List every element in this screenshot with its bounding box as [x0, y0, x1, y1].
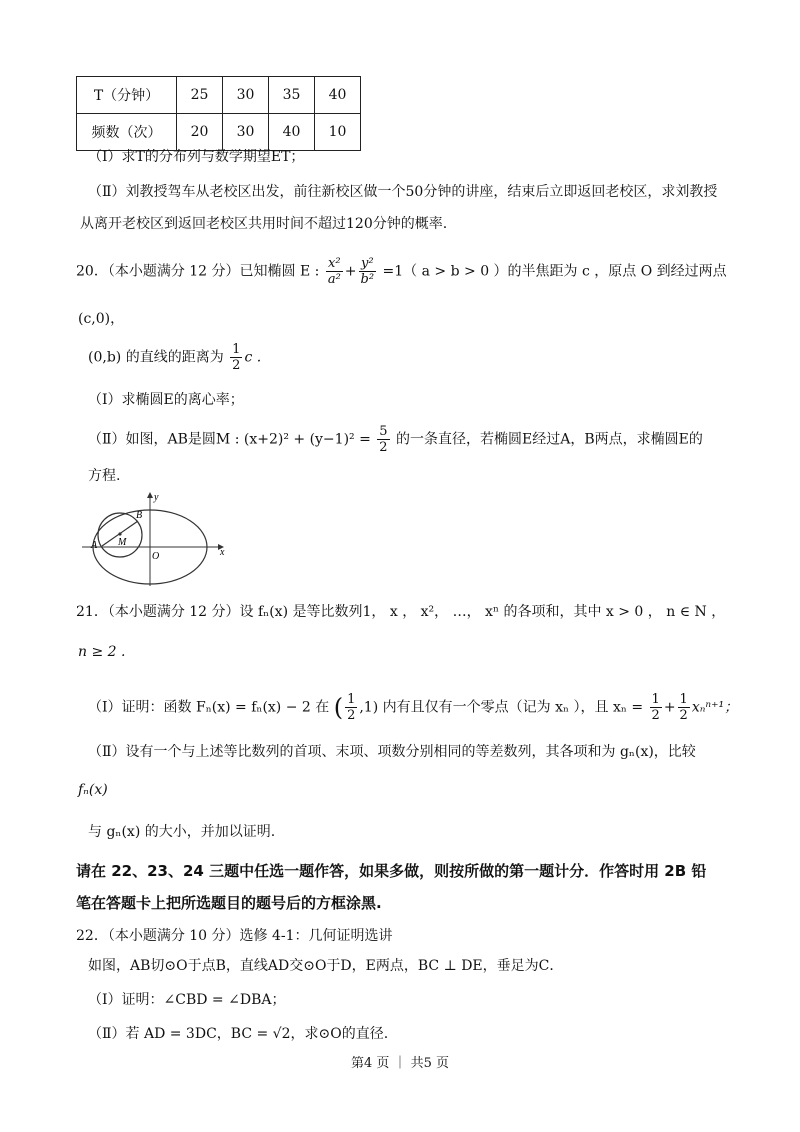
frac-num: x²	[326, 256, 343, 272]
frac-num: 1	[651, 692, 660, 707]
frac-num: 1	[679, 692, 688, 707]
plus-sign: +	[663, 699, 676, 716]
table-cell: T（分钟）	[77, 77, 177, 114]
q21-part1-mid: 内有且仅有一个零点（记为 xₙ ），且 xₙ =	[382, 699, 644, 716]
interval-fraction	[345, 692, 357, 723]
table-cell: 35	[269, 77, 315, 114]
q20-part2-end: 方程.	[88, 468, 121, 484]
p-fraction-2	[678, 692, 690, 723]
q21-condition: n ≥ 2 .	[78, 644, 126, 660]
q20-distance-line	[88, 342, 261, 373]
table-cell: 30	[223, 77, 269, 114]
q20-part2	[88, 424, 703, 455]
label-y: y	[154, 492, 159, 503]
q20-statement: 20．（本小题满分 12 分）已知椭圆 E : $\frac{\text{x²}}{\text{a²}}$ + $\frac{\text{y²}}{\text{b²}}$ =1（ a > b > 0 ）的半焦距为 c ，原点 O 到经过两点	[76, 256, 727, 287]
table-cell: 40	[315, 77, 361, 114]
q20-part1: （Ⅰ）求椭圆E的离心率；	[88, 392, 244, 408]
q22-lead: 22．（本小题满分 10 分）选修 4-1：几何证明选讲	[76, 928, 393, 944]
q22-part1: （Ⅰ）证明：∠CBD = ∠DBA；	[88, 992, 286, 1008]
frac-num: 5	[379, 424, 388, 439]
frac-num: y²	[359, 256, 377, 272]
q20-part2-lead: （Ⅱ）如图，AB是圆M : (x+2)² + (y−1)² =	[88, 431, 371, 448]
q21-part2-line3: 与 gₙ(x) 的大小，并加以证明.	[88, 824, 276, 840]
y-axis-arrow	[147, 492, 153, 498]
table-cell: 40	[269, 114, 315, 151]
q20-lead: 20．（本小题满分 12 分）已知椭圆 E :	[76, 263, 320, 280]
half-fraction	[230, 342, 242, 373]
table-cell: 20	[177, 114, 223, 151]
frac-num: 1	[232, 342, 241, 357]
label-a: A	[91, 540, 98, 551]
q22-body: 如图，AB切⊙O于点B，直线AD交⊙O于D，E两点，BC ⊥ DE，垂足为C．	[88, 958, 564, 974]
half-tail: c .	[244, 349, 262, 366]
frac-den: 2	[232, 358, 241, 373]
open-paren: (	[333, 693, 344, 722]
label-x: x	[220, 547, 225, 558]
frac-den: a²	[327, 272, 341, 287]
frac-den: 2	[347, 708, 356, 723]
table-cell: 10	[315, 114, 361, 151]
q20-point2: (0,b) 的直线的距离为	[88, 349, 224, 366]
q20-point1: (c,0)，	[78, 311, 125, 327]
interval-tail: ,1)	[359, 699, 379, 716]
q19-part2-line2: 从离开老校区到返回老校区共用时间不超过120分钟的概率.	[80, 216, 448, 232]
frequency-table	[76, 76, 361, 151]
q21-part1-lead: （Ⅰ）证明：函数 Fₙ(x) = fₙ(x) − 2 在	[88, 699, 330, 716]
notice-line2: 笔在答题卡上把所选题目的题号后的方框涂黑.	[76, 894, 382, 912]
table-row	[77, 77, 361, 114]
q22-part2: （Ⅱ）若 AD = 3DC，BC = √2，求⊙O的直径.	[88, 1026, 389, 1042]
label-o: O	[152, 551, 160, 562]
frac-den: 2	[651, 708, 660, 723]
label-b: B	[136, 510, 143, 521]
label-m: M	[118, 537, 127, 548]
table-cell: 25	[177, 77, 223, 114]
table-cell: 30	[223, 114, 269, 151]
ellipse-circle-figure	[80, 490, 230, 590]
q19-part2-line1: （Ⅱ）刘教授驾车从老校区出发，前往新校区做一个50分钟的讲座，结束后立即返回老校区，求刘教授	[88, 184, 718, 200]
frac-den: 2	[679, 708, 688, 723]
q21-part2-line1: （Ⅱ）设有一个与上述等比数列的首项、末项、项数分别相同的等差数列，其各项和为 gₙ(x)，比较	[88, 744, 696, 760]
notice-line1: 请在 22、23、24 三题中任选一题作答，如果多做，则按所做的第一题计分．作答时用 2B 铅	[76, 862, 707, 880]
table-row	[77, 114, 361, 151]
q21-lead: 21．（本小题满分 12 分）设 fₙ(x) 是等比数列1， x ， x²， …， xⁿ 的各项和，其中 x > 0 ， n ∈ N ，	[76, 604, 726, 620]
page-footer: 第4 页 ｜ 共5 页	[350, 1056, 450, 1071]
point-m	[118, 532, 121, 535]
p-tail: xₙⁿ⁺¹；	[691, 699, 739, 716]
frac-num: 1	[347, 692, 356, 707]
q20-condition: =1（ a > b > 0 ）的半焦距为 c ，原点 O 到经过两点	[382, 263, 727, 280]
q19-part1: （Ⅰ）求T的分布列与数学期望ET；	[88, 149, 305, 165]
table-cell: 频数（次）	[77, 114, 177, 151]
frac-den: 2	[379, 440, 388, 455]
x-over-a-fraction	[326, 256, 343, 287]
q21-part1	[88, 692, 738, 723]
y-over-b-fraction	[359, 256, 377, 287]
p-fraction-1	[650, 692, 662, 723]
frac-den: b²	[360, 272, 375, 287]
radius-fraction	[377, 424, 389, 455]
q20-part2-tail: 的一条直径，若椭圆E经过A，B两点，求椭圆E的	[396, 431, 703, 448]
q21-part2-line2: fₙ(x)	[78, 782, 108, 798]
